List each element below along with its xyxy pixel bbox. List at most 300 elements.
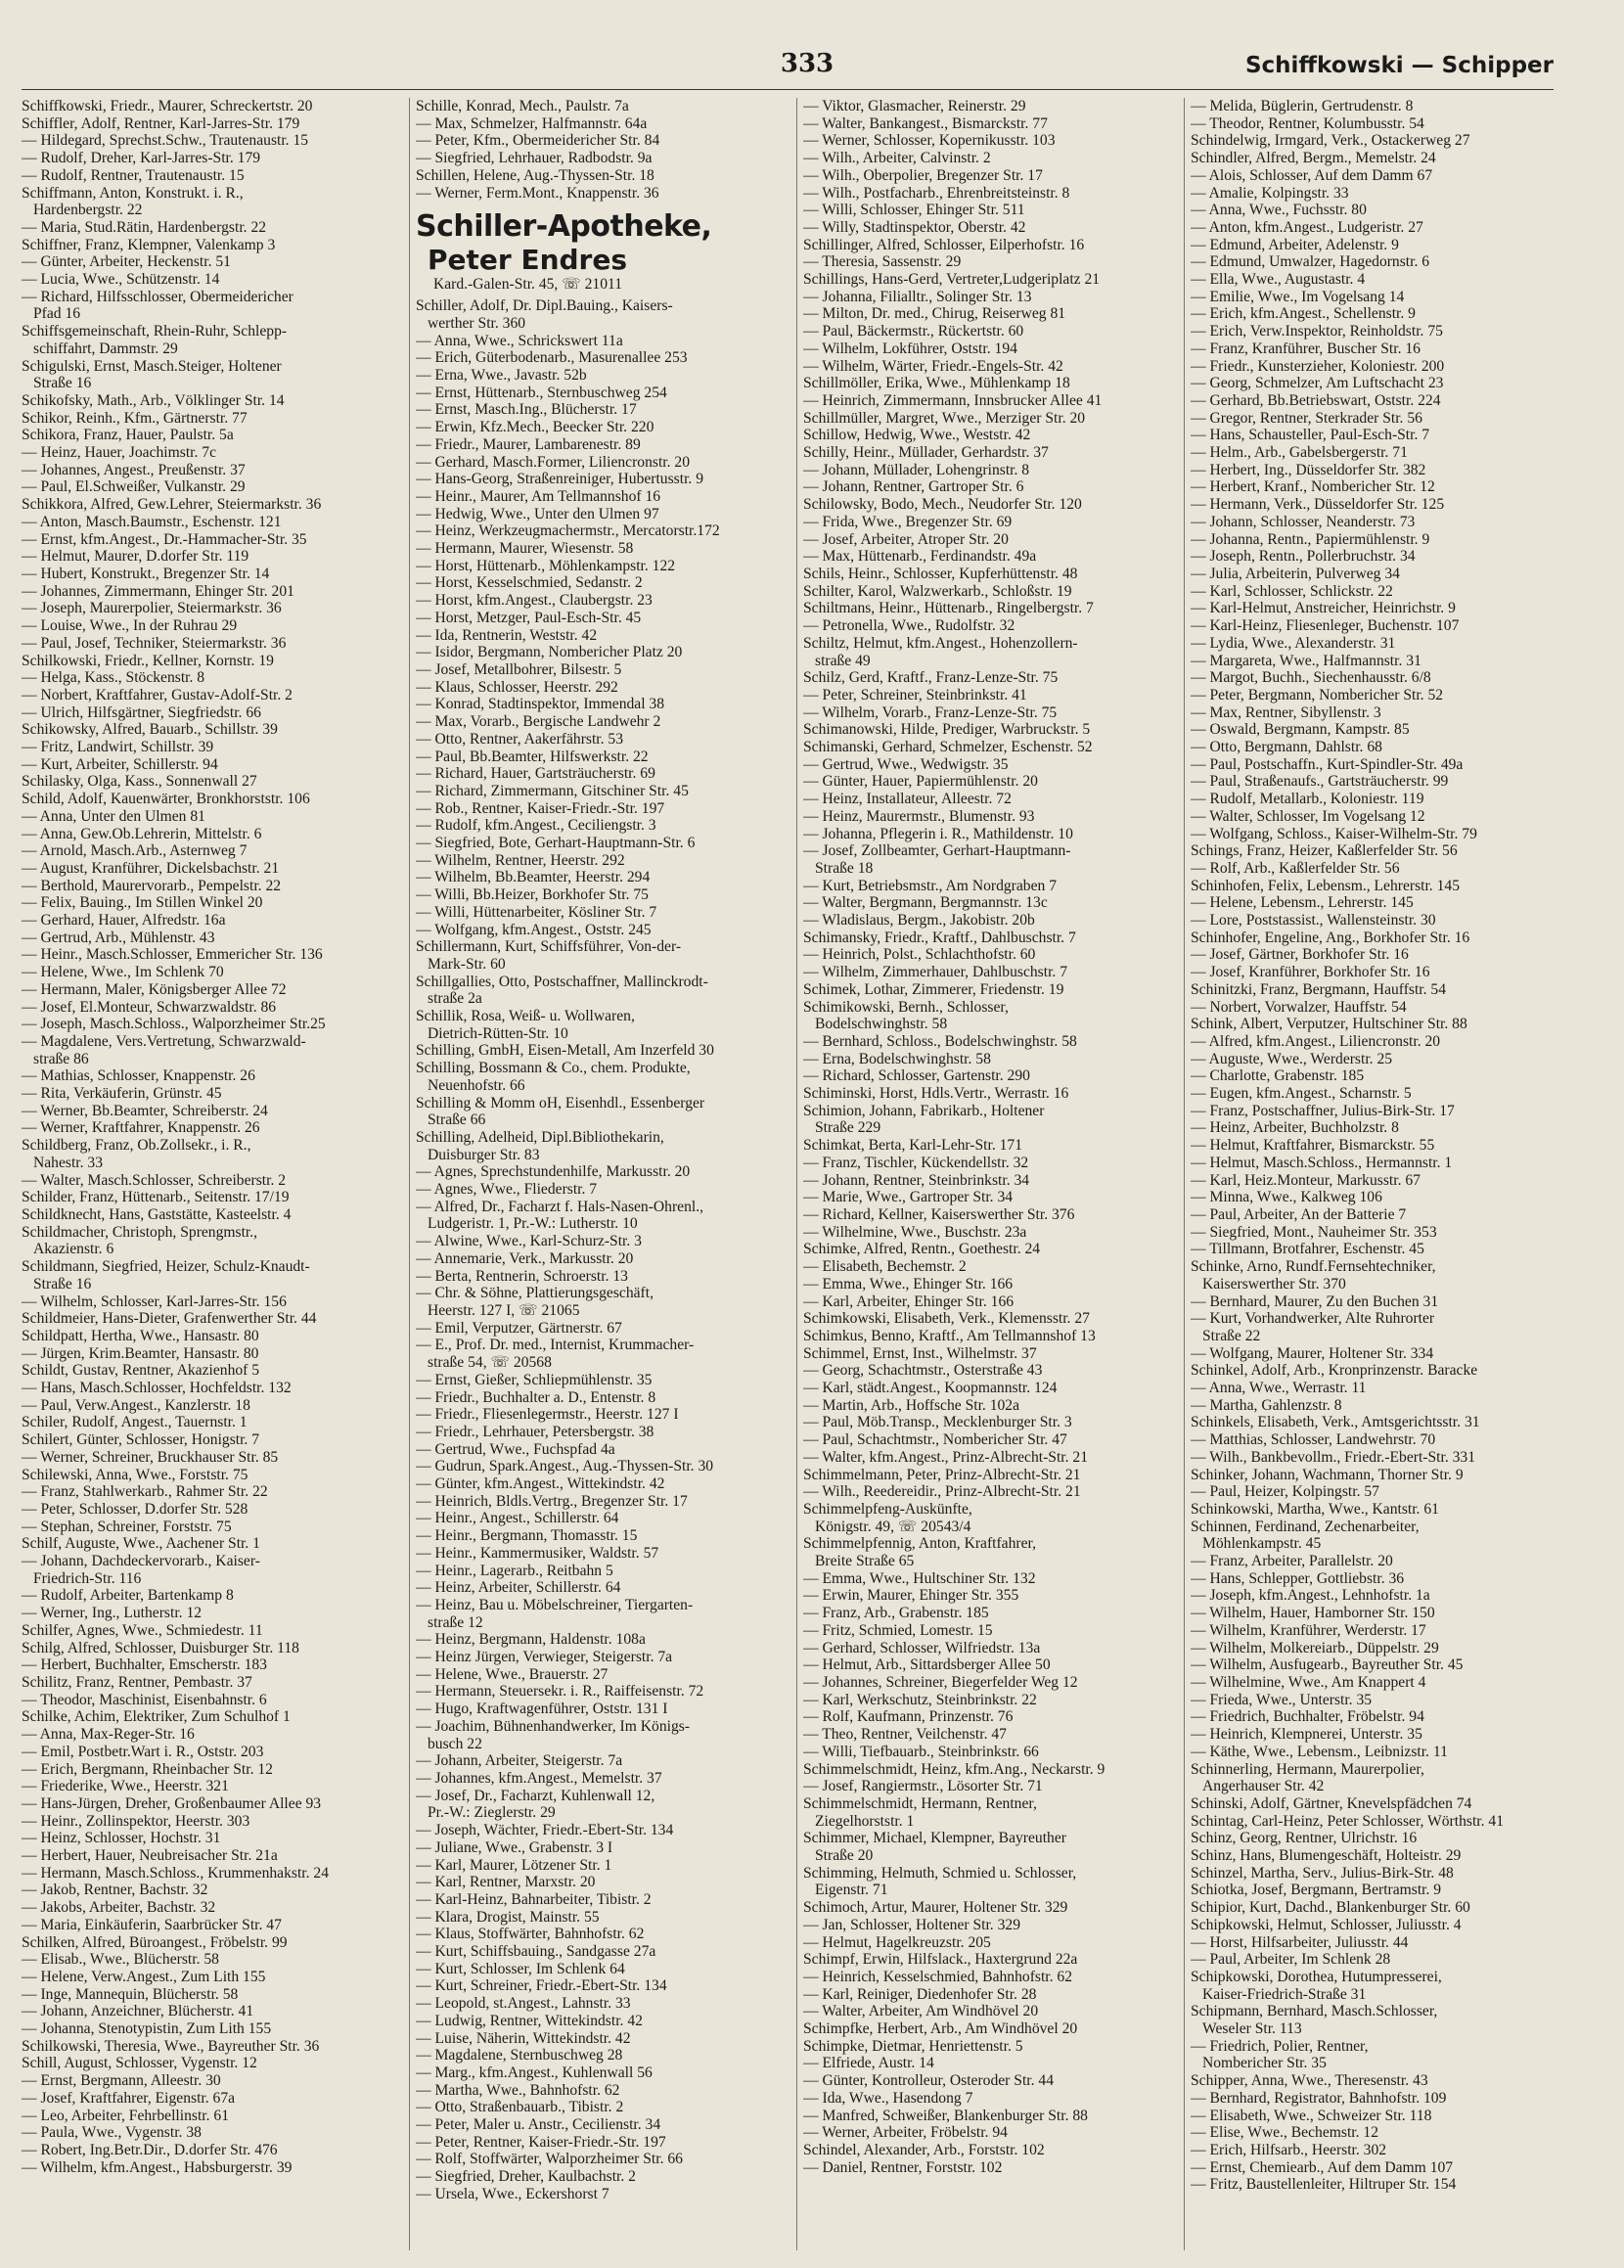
directory-entry: Schinhofen, Felix, Lebensm., Lehrerstr. 145 bbox=[1191, 877, 1460, 894]
directory-entry: — Wolfgang, Schloss., Kaiser-Wilhelm-Str. 79 bbox=[1191, 825, 1477, 842]
directory-entry: — Joseph, Maurerpolier, Steiermarkstr. 36 bbox=[22, 600, 282, 617]
directory-entry: Schiffmann, Anton, Konstrukt. i. R., bbox=[22, 184, 244, 202]
directory-entry: Schimikowski, Bernh., Schlosser, bbox=[803, 998, 1009, 1016]
directory-entry: — Anna, Unter den Ulmen 81 bbox=[22, 807, 205, 825]
directory-entry: — Ernst, Hüttenarb., Sternbuschweg 254 bbox=[416, 384, 667, 401]
directory-entry: Schiltmans, Heinr., Hüttenarb., Ringelbergstr. 7 bbox=[803, 600, 1094, 617]
directory-entry: — Lore, Poststassist., Wallensteinstr. 30 bbox=[1191, 912, 1436, 930]
directory-entry: — Helene, Wwe., Im Schlenk 70 bbox=[22, 964, 224, 981]
directory-entry: — Johann, Rentner, Steinbrinkstr. 34 bbox=[803, 1171, 1030, 1189]
directory-entry: — Hans, Schlepper, Gottliebstr. 36 bbox=[1191, 1569, 1405, 1587]
directory-entry: — Erwin, Maurer, Ehinger Str. 355 bbox=[803, 1587, 1019, 1605]
directory-entry: — Helga, Kass., Stöckenstr. 8 bbox=[22, 669, 205, 687]
directory-entry: Schimansky, Friedr., Kraftf., Dahlbuschstr. 7 bbox=[803, 929, 1076, 946]
directory-entry: — Elise, Wwe., Bechemstr. 12 bbox=[1191, 2124, 1378, 2142]
directory-entry: Schillgallies, Otto, Postschaffner, Mallinckrodt- bbox=[416, 973, 708, 990]
directory-entry: — Günter, Hauer, Papiermühlenstr. 20 bbox=[803, 773, 1038, 791]
directory-entry: — Ernst, kfm.Angest., Dr.-Hammacher-Str. 35 bbox=[22, 530, 307, 548]
directory-entry: — Heinrich, Polst., Schlachthofstr. 60 bbox=[803, 946, 1036, 964]
directory-entry: — Kurt, Vorhandwerker, Alte Ruhrorter bbox=[1191, 1310, 1435, 1328]
header-rule bbox=[22, 89, 1554, 90]
directory-entry: Schinzel, Martha, Serv., Julius-Birk-Str. 48 bbox=[1191, 1864, 1454, 1882]
directory-entry: — Alwine, Wwe., Karl-Schurz-Str. 3 bbox=[416, 1233, 642, 1250]
directory-entry: — Paul, Postschaffn., Kurt-Spindler-Str. 49a bbox=[1191, 755, 1464, 773]
directory-entry: — Richard, Hauer, Gartsträucherstr. 69 bbox=[416, 765, 655, 783]
directory-entry: — Otto, Straßenbauarb., Tibistr. 2 bbox=[416, 2099, 624, 2116]
directory-entry: — Max, Hüttenarb., Ferdinandstr. 49a bbox=[803, 548, 1037, 566]
directory-entry: — Erwin, Kfz.Mech., Beecker Str. 220 bbox=[416, 419, 654, 436]
directory-entry: Straße 16 bbox=[33, 375, 92, 392]
directory-entry: — Johanna, Stenotypistin, Zum Lith 155 bbox=[22, 2020, 272, 2038]
directory-entry: — Kurt, Schreiner, Friedr.-Ebert-Str. 134 bbox=[416, 1977, 667, 1995]
directory-entry: Schiltz, Helmut, kfm.Angest., Hohenzollern- bbox=[803, 634, 1078, 652]
directory-entry: Schildknecht, Hans, Gaststätte, Kasteelstr. 4 bbox=[22, 1206, 292, 1223]
directory-entry: — Ulrich, Hilfsgärtner, Siegfriedstr. 66 bbox=[22, 703, 261, 721]
directory-entry: Straße 18 bbox=[815, 859, 874, 877]
page-header bbox=[0, 49, 1624, 92]
directory-entry: — Johann, Müllader, Lohengrinstr. 8 bbox=[803, 461, 1030, 478]
directory-entry: — Daniel, Rentner, Forststr. 102 bbox=[803, 2158, 1003, 2176]
directory-entry: — Helmut, Kraftfahrer, Bismarckstr. 55 bbox=[1191, 1137, 1435, 1155]
directory-entry: — Willy, Stadtinspektor, Oberstr. 42 bbox=[803, 218, 1026, 236]
directory-entry: — Rita, Verkäuferin, Grünstr. 45 bbox=[22, 1085, 222, 1103]
directory-entry: — Wilhelm, Ausfugearb., Bayreuther Str. 45 bbox=[1191, 1656, 1464, 1674]
directory-entry: — Friedr., Buchhalter a. D., Entenstr. 8 bbox=[416, 1388, 656, 1406]
directory-entry: Schiffkowski, Friedr., Maurer, Schreckertstr. 20 bbox=[22, 98, 313, 114]
directory-entry: Schildt, Gustav, Rentner, Akazienhof 5 bbox=[22, 1362, 260, 1380]
directory-entry: Pr.-W.: Zieglerstr. 29 bbox=[428, 1804, 556, 1822]
directory-entry: — Ludwig, Rentner, Wittekindstr. 42 bbox=[416, 2012, 643, 2029]
directory-entry: Schildberg, Franz, Ob.Zollsekr., i. R., bbox=[22, 1137, 251, 1155]
directory-entry: Schimmelpfennig, Anton, Kraftfahrer, bbox=[803, 1535, 1036, 1553]
directory-entry: Nombericher Str. 35 bbox=[1202, 2055, 1327, 2072]
directory-entry: — Helene, Wwe., Brauerstr. 27 bbox=[416, 1665, 609, 1683]
directory-entry: Schiffner, Franz, Klempner, Valenkamp 3 bbox=[22, 236, 276, 253]
directory-entry: — Richard, Schlosser, Gartenstr. 290 bbox=[803, 1067, 1030, 1085]
directory-entry: — Johann, Arbeiter, Steigerstr. 7a bbox=[416, 1752, 623, 1770]
directory-entry: — Gerhard, Bb.Betriebswart, Oststr. 224 bbox=[1191, 391, 1441, 409]
directory-entry: Schinker, Johann, Wachmann, Thorner Str. 9 bbox=[1191, 1466, 1464, 1483]
directory-entry: — Werner, Ferm.Mont., Knappenstr. 36 bbox=[416, 184, 659, 202]
directory-entry: — Walter, Arbeiter, Am Windhövel 20 bbox=[803, 2003, 1039, 2020]
column-1 bbox=[22, 98, 399, 2250]
directory-entry: Breite Straße 65 bbox=[815, 1553, 915, 1570]
directory-entry: — Käthe, Wwe., Lebensm., Leibnizstr. 11 bbox=[1191, 1743, 1448, 1760]
directory-entry: — Friedr., Kunsterzieher, Koloniestr. 200 bbox=[1191, 357, 1445, 375]
directory-entry: — Fritz, Schmied, Lomestr. 15 bbox=[803, 1621, 993, 1639]
directory-entry: — Rolf, Arb., Kaßlerfelder Str. 56 bbox=[1191, 859, 1400, 877]
directory-entry: Schimmelpfeng-Auskünfte, bbox=[803, 1500, 972, 1518]
directory-entry: — Anna, Wwe., Werrastr. 11 bbox=[1191, 1380, 1367, 1397]
directory-entry: — Josef, Dr., Facharzt, Kuhlenwall 12, bbox=[416, 1787, 655, 1804]
directory-entry: — August, Kranführer, Dickelsbachstr. 21 bbox=[22, 859, 280, 877]
directory-entry: — Heinz, Arbeiter, Buchholzstr. 8 bbox=[1191, 1119, 1399, 1137]
directory-entry: — Wilhelm, Lokführer, Oststr. 194 bbox=[803, 340, 1017, 357]
directory-entry: — Emilie, Wwe., Im Vogelsang 14 bbox=[1191, 288, 1405, 305]
directory-entry: Schinitzki, Franz, Bergmann, Hauffstr. 54 bbox=[1191, 980, 1447, 998]
directory-entry: — Juliane, Wwe., Grabenstr. 3 I bbox=[416, 1838, 613, 1856]
directory-entry: Schilitz, Franz, Rentner, Pembastr. 37 bbox=[22, 1673, 252, 1691]
directory-entry: — Willi, Hüttenarbeiter, Kösliner Str. 7 bbox=[416, 903, 657, 921]
directory-entry: — Johannes, Zimmermann, Ehinger Str. 201 bbox=[22, 582, 294, 600]
directory-entry: Schipkowski, Dorothea, Hutumpresserei, bbox=[1191, 1968, 1442, 1985]
directory-entry: Schilasky, Olga, Kass., Sonnenwall 27 bbox=[22, 773, 257, 791]
directory-entry: — Horst, Kesselschmied, Sedanstr. 2 bbox=[416, 574, 643, 592]
directory-entry: — Gerhard, Schlosser, Wilfriedstr. 13a bbox=[803, 1639, 1041, 1656]
directory-entry: — Heinr., Masch.Schlosser, Emmericher Str. 136 bbox=[22, 946, 323, 964]
directory-entry: Nahestr. 33 bbox=[33, 1154, 104, 1171]
directory-entry: — Friedrich, Buchhalter, Fröbelstr. 94 bbox=[1191, 1708, 1424, 1726]
directory-entry: — Karl, Arbeiter, Ehinger Str. 166 bbox=[803, 1293, 1015, 1310]
directory-entry: Schildmeier, Hans-Dieter, Grafenwerther Str. 44 bbox=[22, 1310, 317, 1328]
directory-entry: — Margot, Buchh., Siechenhausstr. 6/8 bbox=[1191, 669, 1431, 687]
directory-entry: — Petronella, Wwe., Rudolfstr. 32 bbox=[803, 617, 1015, 635]
directory-entry: — Wilhelm, Schlosser, Karl-Jarres-Str. 156 bbox=[22, 1293, 287, 1310]
page-number: 333 bbox=[780, 49, 835, 78]
directory-entry: — Wilhelm, Rentner, Heerstr. 292 bbox=[416, 851, 625, 869]
directory-entry: — Bernhard, Schloss., Bodelschwinghstr. 58 bbox=[803, 1032, 1077, 1050]
directory-entry: — Friederike, Wwe., Heerstr. 321 bbox=[22, 1778, 229, 1795]
directory-entry: — Hans, Schausteller, Paul-Esch-Str. 7 bbox=[1191, 427, 1430, 444]
directory-entry: Schildpatt, Hertha, Wwe., Hansastr. 80 bbox=[22, 1327, 259, 1344]
directory-entry: — Heinz, Bergmann, Haldenstr. 108a bbox=[416, 1631, 646, 1649]
directory-entry: Schilling, Adelheid, Dipl.Bibliothekarin, bbox=[416, 1128, 664, 1146]
directory-entry: — Werner, Arbeiter, Fröbelstr. 94 bbox=[803, 2124, 1008, 2142]
directory-entry: — Eugen, kfm.Angest., Scharnstr. 5 bbox=[1191, 1085, 1412, 1103]
directory-entry: Schiffler, Adolf, Rentner, Karl-Jarres-Str. 179 bbox=[22, 114, 300, 132]
directory-entry: — Wilhelm, Zimmerhauer, Dahlbuschstr. 7 bbox=[803, 964, 1067, 981]
directory-entry: — Heinz, Installateur, Alleestr. 72 bbox=[803, 791, 1012, 808]
directory-entry: — Friedr., Lehrhauer, Petersbergstr. 38 bbox=[416, 1423, 654, 1440]
directory-entry: — Heinz Jürgen, Verwieger, Steigerstr. 7a bbox=[416, 1649, 673, 1666]
directory-entry: Schimmelschmidt, Heinz, kfm.Ang., Neckarstr. 9 bbox=[803, 1760, 1105, 1778]
directory-entry: — Karl-Heinz, Fliesenleger, Buchenstr. 107 bbox=[1191, 617, 1460, 635]
directory-entry: Schikowsky, Alfred, Bauarb., Schillstr. 39 bbox=[22, 721, 278, 739]
directory-entry: — Paul, El.Schweißer, Vulkanstr. 29 bbox=[22, 478, 246, 496]
directory-entry: — Klaus, Stoffwärter, Bahnhofstr. 62 bbox=[416, 1926, 645, 1943]
directory-entry: — Alfred, kfm.Angest., Liliencronstr. 20 bbox=[1191, 1032, 1441, 1050]
directory-entry: — Ida, Rentnerin, Weststr. 42 bbox=[416, 626, 598, 644]
directory-entry: — Paula, Wwe., Vygenstr. 38 bbox=[22, 2124, 202, 2142]
directory-entry: — Anna, Wwe., Schrickswert 11a bbox=[416, 332, 623, 349]
directory-entry: Schintag, Carl-Heinz, Peter Schlosser, Wörthstr. 41 bbox=[1191, 1812, 1504, 1830]
directory-entry: Schilf, Auguste, Wwe., Aachener Str. 1 bbox=[22, 1535, 260, 1553]
directory-entry: — Paul, Möb.Transp., Mecklenburger Str. 3 bbox=[803, 1414, 1072, 1431]
directory-entry: Schilke, Achim, Elektriker, Zum Schulhof 1 bbox=[22, 1708, 291, 1726]
directory-entry: — Erich, kfm.Angest., Schellenstr. 9 bbox=[1191, 305, 1416, 323]
directory-entry: — Gertrud, Wwe., Wedwigstr. 35 bbox=[803, 755, 1009, 773]
directory-entry: — Richard, Zimmermann, Gitschiner Str. 45 bbox=[416, 782, 689, 799]
directory-entry: — Karl, Rentner, Marxstr. 20 bbox=[416, 1874, 596, 1891]
directory-entry: — Leo, Arbeiter, Fehrbellinstr. 61 bbox=[22, 2107, 230, 2124]
directory-entry: Straße 16 bbox=[33, 1275, 92, 1293]
directory-entry: Schillik, Rosa, Weiß- u. Wollwaren, bbox=[416, 1008, 635, 1025]
directory-entry: — Rudolf, Metallarb., Koloniestr. 119 bbox=[1191, 791, 1424, 808]
directory-entry: — Heinrich, Klempnerei, Unterstr. 35 bbox=[1191, 1726, 1422, 1744]
directory-entry: — Elisab., Wwe., Blücherstr. 58 bbox=[22, 1951, 219, 1969]
directory-entry: — Felix, Bauing., Im Stillen Winkel 20 bbox=[22, 894, 263, 912]
directory-entry: Schigulski, Ernst, Masch.Steiger, Holtener bbox=[22, 357, 282, 375]
directory-entry: — Joachim, Bühnenhandwerker, Im Königs- bbox=[416, 1717, 691, 1735]
directory-entry: — Walter, Bankangest., Bismarckstr. 77 bbox=[803, 114, 1048, 132]
directory-entry: Schilling, GmbH, Eisen-Metall, Am Inzerfeld 30 bbox=[416, 1042, 714, 1060]
directory-entry: — Agnes, Wwe., Fliederstr. 7 bbox=[416, 1181, 598, 1199]
directory-entry: — Karl-Heinz, Bahnarbeiter, Tibistr. 2 bbox=[416, 1890, 652, 1908]
directory-entry: — Rudolf, Arbeiter, Bartenkamp 8 bbox=[22, 1587, 234, 1605]
directory-entry: — Wilhelm, Hauer, Hamborner Str. 150 bbox=[1191, 1605, 1435, 1622]
directory-entry: — Rudolf, kfm.Angest., Ceciliengstr. 3 bbox=[416, 817, 656, 835]
directory-entry: — Willi, Tiefbauarb., Steinbrinkstr. 66 bbox=[803, 1743, 1039, 1760]
directory-entry: Straße 229 bbox=[815, 1119, 881, 1137]
directory-entry: — Paul, Schachtmstr., Nombericher Str. 47 bbox=[803, 1431, 1067, 1449]
directory-entry: — Minna, Wwe., Kalkweg 106 bbox=[1191, 1189, 1382, 1206]
directory-entry: — Hans, Masch.Schlosser, Hochfeldstr. 132 bbox=[22, 1380, 292, 1397]
directory-entry: Schill, August, Schlosser, Vygenstr. 12 bbox=[22, 2055, 257, 2072]
column-3 bbox=[796, 98, 1174, 2250]
directory-entry: — Emil, Verputzer, Gärtnerstr. 67 bbox=[416, 1319, 622, 1337]
directory-entry: Mark-Str. 60 bbox=[428, 955, 506, 973]
directory-entry: Schilken, Alfred, Büroangest., Fröbelstr. 99 bbox=[22, 1933, 288, 1951]
directory-entry: — Rolf, Stoffwärter, Walporzheimer Str. 66 bbox=[416, 2151, 683, 2168]
directory-entry: — Günter, Kontrolleur, Osteroder Str. 44 bbox=[803, 2072, 1055, 2090]
directory-entry: — Oswald, Bergmann, Kampstr. 85 bbox=[1191, 721, 1410, 739]
directory-entry: — Hedwig, Wwe., Unter den Ulmen 97 bbox=[416, 505, 659, 522]
directory-entry: — Hermann, Verk., Düsseldorfer Str. 125 bbox=[1191, 496, 1445, 514]
directory-entry: Möhlenkampstr. 45 bbox=[1202, 1535, 1322, 1553]
directory-entry: — Anton, Masch.Baumstr., Eschenstr. 121 bbox=[22, 513, 282, 530]
directory-entry: busch 22 bbox=[428, 1735, 482, 1752]
directory-entry: — Franz, Postschaffner, Julius-Birk-Str. 17 bbox=[1191, 1102, 1455, 1119]
directory-entry: — Horst, kfm.Angest., Claubergstr. 23 bbox=[416, 592, 653, 610]
directory-entry: — Manfred, Schweißer, Blankenburger Str. 88 bbox=[803, 2107, 1088, 2124]
directory-entry: Schillow, Hedwig, Wwe., Weststr. 42 bbox=[803, 427, 1031, 444]
directory-entry: — Viktor, Glasmacher, Reinerstr. 29 bbox=[803, 98, 1026, 114]
directory-entry: — Heinz, Werkzeugmachermstr., Mercatorstr.172 bbox=[416, 522, 720, 540]
directory-entry: — Walter, kfm.Angest., Prinz-Albrecht-Str. 21 bbox=[803, 1448, 1089, 1466]
directory-entry: — Hermann, Masch.Schloss., Krummenhakstr. 24 bbox=[22, 1864, 329, 1882]
directory-entry: — Stephan, Schreiner, Forststr. 75 bbox=[22, 1518, 232, 1535]
directory-entry: Königstr. 49, ☏ 20543/4 bbox=[815, 1518, 971, 1535]
directory-entry: — Johann, Dachdeckervorarb., Kaiser- bbox=[22, 1553, 260, 1570]
directory-entry: Schimpf, Erwin, Hilfslack., Haxtergrund 22a bbox=[803, 1951, 1078, 1969]
directory-entry: Schiotka, Josef, Bergmann, Bertramstr. 9 bbox=[1191, 1882, 1442, 1899]
directory-entry: — Karl, Maurer, Lötzener Str. 1 bbox=[416, 1856, 612, 1874]
directory-entry: Schimmer, Michael, Klempner, Bayreuther bbox=[803, 1830, 1066, 1847]
directory-entry: Schild, Adolf, Kauenwärter, Bronkhorststr. 106 bbox=[22, 791, 310, 808]
directory-entry: — Hubert, Konstrukt., Bregenzer Str. 14 bbox=[22, 565, 270, 582]
directory-entry: — Erna, Bodelschwinghstr. 58 bbox=[803, 1050, 991, 1067]
directory-entry: — Theo, Rentner, Veilchenstr. 47 bbox=[803, 1726, 1007, 1744]
directory-entry: — Magdalene, Sternbuschweg 28 bbox=[416, 2047, 623, 2064]
directory-entry: — Konrad, Stadtinspektor, Immendal 38 bbox=[416, 696, 665, 713]
directory-entry: — Martin, Arb., Hoffsche Str. 102a bbox=[803, 1396, 1020, 1414]
directory-entry: — Kurt, Schiffsbauing., Sandgasse 27a bbox=[416, 1943, 656, 1961]
directory-entry: Neuenhofstr. 66 bbox=[428, 1076, 525, 1094]
directory-entry: — Werner, Schlosser, Kopernikusstr. 103 bbox=[803, 132, 1056, 150]
advert-title: Schiller-Apotheke, bbox=[416, 209, 712, 245]
directory-entry: Schillmöller, Erika, Wwe., Mühlenkamp 18 bbox=[803, 375, 1070, 392]
directory-entry: — Agnes, Sprechstundenhilfe, Markusstr. 20 bbox=[416, 1163, 691, 1181]
directory-entry: — Arnold, Masch.Arb., Asternweg 7 bbox=[22, 842, 248, 860]
directory-entry: — Karl, Schlosser, Schlickstr. 22 bbox=[1191, 582, 1393, 600]
directory-entry: — Johannes, kfm.Angest., Memelstr. 37 bbox=[416, 1769, 662, 1787]
directory-entry: — Inge, Mannequin, Blücherstr. 58 bbox=[22, 1985, 239, 2003]
directory-entry: Ludgeristr. 1, Pr.-W.: Lutherstr. 10 bbox=[428, 1215, 638, 1233]
directory-entry: — Klaus, Schlosser, Heerstr. 292 bbox=[416, 678, 618, 696]
directory-entry: Duisburger Str. 83 bbox=[428, 1146, 540, 1163]
directory-entry: — Rudolf, Dreher, Karl-Jarres-Str. 179 bbox=[22, 150, 261, 167]
directory-entry: — Gudrun, Spark.Angest., Aug.-Thyssen-Str. 30 bbox=[416, 1458, 714, 1475]
directory-entry: — Joseph, Masch.Schloss., Walporzheimer Str.25 bbox=[22, 1016, 326, 1033]
directory-entry: — Wilhelmine, Wwe., Buschstr. 23a bbox=[803, 1223, 1027, 1241]
directory-entry: — Friedrich, Polier, Rentner, bbox=[1191, 2037, 1369, 2055]
directory-entry: — Wilh., Arbeiter, Calvinstr. 2 bbox=[803, 150, 991, 167]
directory-entry: — Johannes, Angest., Preußenstr. 37 bbox=[22, 461, 246, 478]
directory-entry: Schilling, Bossmann & Co., chem. Produkte, bbox=[416, 1060, 691, 1077]
directory-entry: — Edmund, Umwalzer, Hagedornstr. 6 bbox=[1191, 253, 1430, 271]
directory-entry: — Franz, Arbeiter, Parallelstr. 20 bbox=[1191, 1553, 1393, 1570]
directory-entry: — Frida, Wwe., Bregenzer Str. 69 bbox=[803, 513, 1013, 530]
directory-entry: Pfad 16 bbox=[33, 305, 81, 323]
directory-entry: — Amalie, Kolpingstr. 33 bbox=[1191, 184, 1349, 202]
directory-entry: Schinz, Hans, Blumengeschäft, Holteistr. 29 bbox=[1191, 1847, 1462, 1865]
directory-entry: Schipkowski, Helmut, Schlosser, Juliusstr. 4 bbox=[1191, 1916, 1462, 1933]
directory-entry: Schilder, Franz, Hüttenarb., Seitenstr. 17/19 bbox=[22, 1189, 290, 1206]
directory-entry: — Luise, Näherin, Wittekindstr. 42 bbox=[416, 2029, 631, 2047]
directory-entry: Schimmelschmidt, Hermann, Rentner, bbox=[803, 1794, 1037, 1812]
directory-entry: — Ida, Wwe., Hasendong 7 bbox=[803, 2089, 973, 2107]
directory-entry: Ziegelhorststr. 1 bbox=[815, 1812, 915, 1830]
directory-entry: Schinnen, Ferdinand, Zechenarbeiter, bbox=[1191, 1518, 1420, 1535]
directory-entry: Schilter, Karol, Walzwerkarb., Schloßstr. 19 bbox=[803, 582, 1072, 600]
directory-entry: Schillmüller, Margret, Wwe., Merziger Str. 20 bbox=[803, 409, 1086, 427]
directory-entry: Schimkowski, Elisabeth, Verk., Klemensstr. 27 bbox=[803, 1310, 1090, 1328]
directory-entry: — Jan, Schlosser, Holtener Str. 329 bbox=[803, 1916, 1020, 1933]
directory-entry: Schinkel, Adolf, Arb., Kronprinzenstr. Baracke bbox=[1191, 1362, 1478, 1380]
directory-entry: — Bernhard, Maurer, Zu den Buchen 31 bbox=[1191, 1293, 1439, 1310]
directory-entry: — Georg, Schachtmstr., Osterstraße 43 bbox=[803, 1362, 1043, 1380]
directory-entry: Schinnerling, Hermann, Maurerpolier, bbox=[1191, 1760, 1424, 1778]
directory-entry: Schils, Heinr., Schlosser, Kupferhüttenstr. 48 bbox=[803, 565, 1078, 582]
directory-entry: — Theodor, Rentner, Kolumbusstr. 54 bbox=[1191, 114, 1424, 132]
directory-entry: — Franz, Arb., Grabenstr. 185 bbox=[803, 1605, 989, 1622]
directory-entry: — Paul, Josef, Techniker, Steiermarkstr. 36 bbox=[22, 634, 287, 652]
directory-entry: — Erich, Verw.Inspektor, Reinholdstr. 75 bbox=[1191, 323, 1443, 340]
directory-entry: — Julia, Arbeiterin, Pulverweg 34 bbox=[1191, 565, 1400, 582]
directory-entry: Hardenbergstr. 22 bbox=[33, 202, 143, 219]
directory-entry: — Max, Schmelzer, Halfmannstr. 64a bbox=[416, 114, 648, 132]
directory-entry: — Joseph, kfm.Angest., Lehnhofstr. 1a bbox=[1191, 1587, 1430, 1605]
directory-entry: — Karl, Heiz.Monteur, Markusstr. 67 bbox=[1191, 1171, 1421, 1189]
directory-entry: Straße 20 bbox=[815, 1847, 874, 1865]
directory-entry: — Wilh., Oberpolier, Bregenzer Str. 17 bbox=[803, 166, 1043, 184]
directory-entry: Schimmel, Ernst, Inst., Wilhelmstr. 37 bbox=[803, 1344, 1037, 1362]
directory-entry: — Theresia, Sassenstr. 29 bbox=[803, 253, 962, 271]
directory-entry: — Otto, Bergmann, Dahlstr. 68 bbox=[1191, 739, 1382, 756]
directory-entry: — Richard, Kellner, Kaiserswerther Str. 376 bbox=[803, 1206, 1075, 1223]
directory-entry: — Helm., Arb., Gabelsbergerstr. 71 bbox=[1191, 444, 1408, 462]
directory-entry: — Isidor, Bergmann, Nombericher Platz 20 bbox=[416, 644, 683, 661]
directory-entry: Angerhauser Str. 42 bbox=[1202, 1778, 1325, 1795]
directory-entry: — Friedr., Maurer, Lambarenestr. 89 bbox=[416, 435, 641, 453]
directory-entry: — Ursela, Wwe., Eckershorst 7 bbox=[416, 2185, 609, 2202]
directory-entry: — Leopold, st.Angest., Lahnstr. 33 bbox=[416, 1995, 631, 2013]
directory-entry: — Franz, Tischler, Kückendellstr. 32 bbox=[803, 1154, 1029, 1171]
directory-entry: Schiller, Adolf, Dr. Dipl.Bauing., Kaisers- bbox=[416, 297, 673, 315]
directory-entry: — Josef, Metallbohrer, Bilsestr. 5 bbox=[416, 660, 622, 678]
directory-entry: — Gertrud, Wwe., Fuchspfad 4a bbox=[416, 1440, 615, 1458]
directory-entry: — Robert, Ing.Betr.Dir., D.dorfer Str. 476 bbox=[22, 2141, 278, 2158]
directory-entry: — Berta, Rentnerin, Schroerstr. 13 bbox=[416, 1267, 628, 1285]
directory-entry: Schimpke, Dietmar, Henriettenstr. 5 bbox=[803, 2037, 1023, 2055]
directory-entry: Schilling & Momm oH, Eisenhdl., Essenberger bbox=[416, 1094, 705, 1111]
directory-entry: — Wolfgang, Maurer, Holtener Str. 334 bbox=[1191, 1344, 1434, 1362]
directory-entry: — Günter, Arbeiter, Heckenstr. 51 bbox=[22, 253, 231, 271]
directory-entry: Weseler Str. 113 bbox=[1202, 2020, 1302, 2038]
directory-entry: — Heinz, Hauer, Joachimstr. 7c bbox=[22, 444, 217, 462]
directory-entry: Heerstr. 127 I, ☏ 21065 bbox=[428, 1302, 580, 1319]
running-head: Schiffkowski — Schipper bbox=[1244, 53, 1554, 78]
directory-entry: Schiminski, Horst, Hdls.Vertr., Werrastr. 16 bbox=[803, 1085, 1069, 1103]
directory-entry: Schimming, Helmuth, Schmied u. Schlosser, bbox=[803, 1864, 1077, 1882]
directory-entry: — Helene, Lebensm., Lehrerstr. 145 bbox=[1191, 894, 1414, 912]
directory-entry: Schilfer, Agnes, Wwe., Schmiedestr. 11 bbox=[22, 1621, 263, 1639]
directory-entry: — Walter, Masch.Schlosser, Schreiberstr. 2 bbox=[22, 1171, 287, 1189]
directory-entry: — Helene, Verw.Angest., Zum Lith 155 bbox=[22, 1968, 266, 1985]
directory-entry: — Heinr., Lagerarb., Reitbahn 5 bbox=[416, 1562, 613, 1579]
directory-entry: — Werner, Bb.Beamter, Schreiberstr. 24 bbox=[22, 1102, 268, 1119]
directory-entry: — Wilhelm, Vorarb., Franz-Lenze-Str. 75 bbox=[803, 703, 1058, 721]
directory-entry: — Tillmann, Brotfahrer, Eschenstr. 45 bbox=[1191, 1241, 1424, 1258]
directory-entry: — Josef, Kraftfahrer, Eigenstr. 67a bbox=[22, 2089, 236, 2107]
directory-entry: Schilkowski, Theresia, Wwe., Bayreuther Str. 36 bbox=[22, 2037, 320, 2055]
directory-entry: Kaiser-Friedrich-Straße 31 bbox=[1202, 1985, 1367, 2003]
directory-entry: Schimkus, Benno, Kraftf., Am Tellmannshof 13 bbox=[803, 1327, 1096, 1344]
directory-entry: — Karl, städt.Angest., Koopmannstr. 124 bbox=[803, 1380, 1058, 1397]
directory-entry: Schipper, Anna, Wwe., Theresenstr. 43 bbox=[1191, 2072, 1428, 2090]
directory-entry: — Siegfried, Dreher, Kaulbachstr. 2 bbox=[416, 2168, 636, 2186]
directory-entry: — Frieda, Wwe., Unterstr. 35 bbox=[1191, 1691, 1373, 1708]
directory-entry: — Marie, Wwe., Gartroper Str. 34 bbox=[803, 1189, 1014, 1206]
directory-entry: — Horst, Hilfsarbeiter, Juliusstr. 44 bbox=[1191, 1933, 1409, 1951]
directory-entry: — Heinr., Kammermusiker, Waldstr. 57 bbox=[416, 1544, 659, 1562]
directory-entry: — Martha, Gahlenzstr. 8 bbox=[1191, 1396, 1342, 1414]
directory-entry: — Bernhard, Registrator, Bahnhofstr. 109 bbox=[1191, 2089, 1447, 2107]
directory-entry: — Klara, Drogist, Mainstr. 55 bbox=[416, 1908, 600, 1926]
directory-entry: Friedrich-Str. 116 bbox=[33, 1569, 142, 1587]
directory-entry: — Karl, Reiniger, Diedenhofer Str. 28 bbox=[803, 1985, 1037, 2003]
directory-entry: — Wolfgang, kfm.Angest., Oststr. 245 bbox=[416, 921, 652, 938]
directory-entry: — Hermann, Steuersekr. i. R., Raiffeisenstr. 72 bbox=[416, 1683, 704, 1701]
directory-entry: — Wilhelm, kfm.Angest., Habsburgerstr. 39 bbox=[22, 2158, 293, 2176]
directory-entry: Schikora, Franz, Hauer, Paulstr. 5a bbox=[22, 427, 234, 444]
directory-entry: — Heinz, Schlosser, Hochstr. 31 bbox=[22, 1830, 221, 1847]
directory-entry: — Herbert, Buchhalter, Emscherstr. 183 bbox=[22, 1656, 267, 1674]
directory-entry: — Paul, Arbeiter, Im Schlenk 28 bbox=[1191, 1951, 1391, 1969]
directory-entry: — Hugo, Kraftwagenführer, Oststr. 131 I bbox=[416, 1701, 668, 1718]
directory-entry: — Wladislaus, Bergm., Jakobistr. 20b bbox=[803, 912, 1035, 930]
directory-entry: Schimmelmann, Peter, Prinz-Albrecht-Str. 21 bbox=[803, 1466, 1081, 1483]
directory-entry: — Karl, Werkschutz, Steinbrinkstr. 22 bbox=[803, 1691, 1037, 1708]
directory-entry: — Franz, Kranführer, Buscher Str. 16 bbox=[1191, 340, 1421, 357]
directory-entry: — Wilh., Reedereidir., Prinz-Albrecht-Str. 21 bbox=[803, 1483, 1081, 1501]
directory-entry: — Herbert, Hauer, Neubreisacher Str. 21a bbox=[22, 1847, 278, 1865]
directory-entry: — Heinz, Arbeiter, Schillerstr. 64 bbox=[416, 1579, 621, 1597]
directory-entry: Schimke, Alfred, Rentn., Goethestr. 24 bbox=[803, 1241, 1041, 1258]
directory-entry: — Paul, Heizer, Kolpingstr. 57 bbox=[1191, 1483, 1379, 1501]
directory-entry: — Emma, Wwe., Ehinger Str. 166 bbox=[803, 1275, 1014, 1293]
directory-entry: — Lydia, Wwe., Alexanderstr. 31 bbox=[1191, 634, 1396, 652]
